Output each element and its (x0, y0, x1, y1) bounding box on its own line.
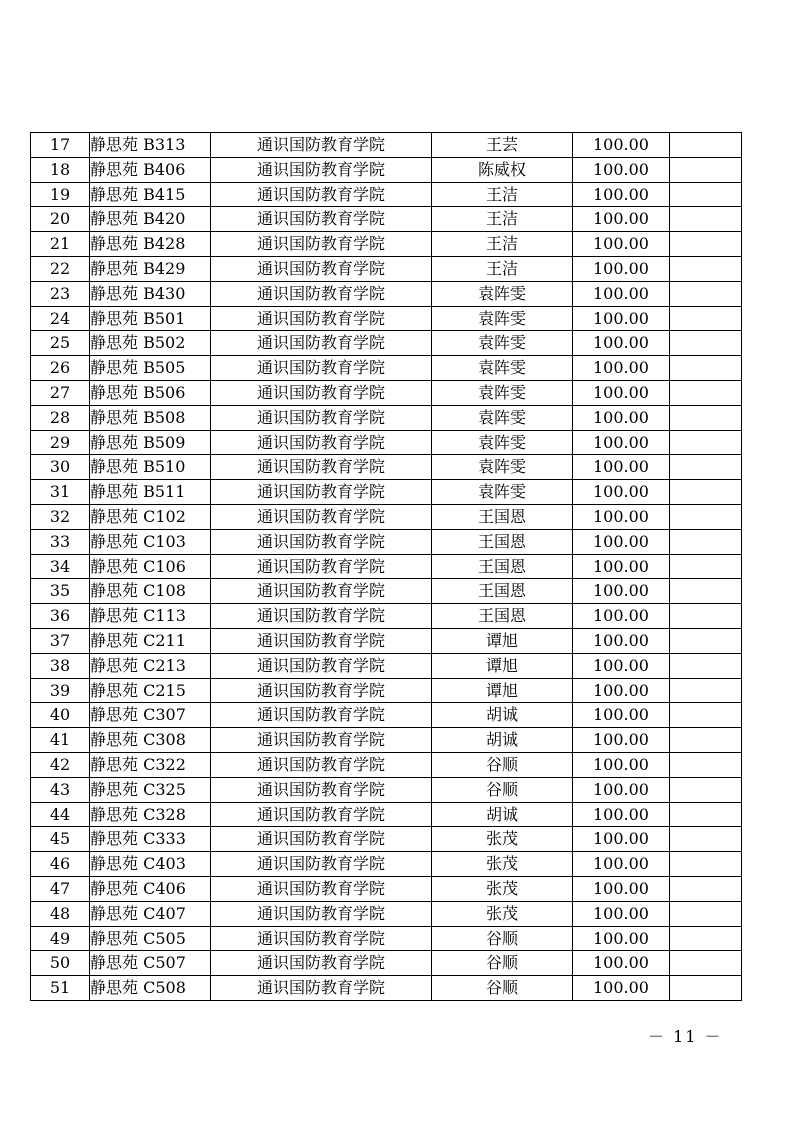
college-cell: 通识国防教育学院 (211, 752, 432, 777)
college-cell: 通识国防教育学院 (211, 777, 432, 802)
name-cell: 王国恩 (432, 604, 573, 629)
table-row (31, 380, 742, 405)
college-cell: 通识国防教育学院 (211, 480, 432, 505)
row-number-cell: 31 (31, 480, 90, 505)
row-number-cell: 40 (31, 703, 90, 728)
note-cell (670, 256, 742, 281)
name-cell: 陈威权 (432, 157, 573, 182)
college-cell: 通识国防教育学院 (211, 331, 432, 356)
room-cell: 静思苑 C325 (90, 777, 211, 802)
college-cell: 通识国防教育学院 (211, 827, 432, 852)
room-cell: 静思苑 C322 (90, 752, 211, 777)
room-cell: 静思苑 C403 (90, 852, 211, 877)
name-cell: 袁阵雯 (432, 405, 573, 430)
room-cell: 静思苑 C215 (90, 678, 211, 703)
room-cell: 静思苑 C308 (90, 728, 211, 753)
row-number-cell: 42 (31, 752, 90, 777)
college-cell: 通识国防教育学院 (211, 728, 432, 753)
note-cell (670, 604, 742, 629)
room-cell: 静思苑 C328 (90, 802, 211, 827)
note-cell (670, 802, 742, 827)
row-number-cell: 27 (31, 380, 90, 405)
table-row (31, 802, 742, 827)
table-row (31, 579, 742, 604)
table-row (31, 876, 742, 901)
row-number-cell: 32 (31, 504, 90, 529)
table-row (31, 480, 742, 505)
note-cell (670, 182, 742, 207)
amount-cell: 100.00 (573, 901, 670, 926)
table-row (31, 207, 742, 232)
amount-cell: 100.00 (573, 405, 670, 430)
amount-cell: 100.00 (573, 728, 670, 753)
row-number-cell: 33 (31, 529, 90, 554)
room-cell: 静思苑 B506 (90, 380, 211, 405)
amount-cell: 100.00 (573, 976, 670, 1001)
row-number-cell: 50 (31, 951, 90, 976)
table-row (31, 529, 742, 554)
name-cell: 袁阵雯 (432, 356, 573, 381)
table-row (31, 133, 742, 158)
row-number-cell: 18 (31, 157, 90, 182)
note-cell (670, 480, 742, 505)
room-cell: 静思苑 B508 (90, 405, 211, 430)
room-cell: 静思苑 B509 (90, 430, 211, 455)
room-cell: 静思苑 B420 (90, 207, 211, 232)
table-row (31, 157, 742, 182)
table-row (31, 901, 742, 926)
table-row (31, 678, 742, 703)
name-cell: 王洁 (432, 232, 573, 257)
note-cell (670, 554, 742, 579)
name-cell: 王洁 (432, 182, 573, 207)
note-cell (670, 703, 742, 728)
amount-cell: 100.00 (573, 232, 670, 257)
table-row (31, 331, 742, 356)
college-cell: 通识国防教育学院 (211, 976, 432, 1001)
note-cell (670, 356, 742, 381)
room-cell: 静思苑 C307 (90, 703, 211, 728)
note-cell (670, 232, 742, 257)
note-cell (670, 926, 742, 951)
table-row (31, 306, 742, 331)
college-cell: 通识国防教育学院 (211, 802, 432, 827)
table-row (31, 182, 742, 207)
college-cell: 通识国防教育学院 (211, 504, 432, 529)
row-number-cell: 34 (31, 554, 90, 579)
note-cell (670, 628, 742, 653)
name-cell: 王芸 (432, 133, 573, 158)
row-number-cell: 17 (31, 133, 90, 158)
table-row (31, 405, 742, 430)
name-cell: 袁阵雯 (432, 480, 573, 505)
table-row (31, 653, 742, 678)
room-cell: 静思苑 C106 (90, 554, 211, 579)
table-row (31, 827, 742, 852)
room-cell: 静思苑 C103 (90, 529, 211, 554)
room-cell: 静思苑 B511 (90, 480, 211, 505)
amount-cell: 100.00 (573, 628, 670, 653)
amount-cell: 100.00 (573, 926, 670, 951)
amount-cell: 100.00 (573, 331, 670, 356)
room-cell: 静思苑 C333 (90, 827, 211, 852)
room-cell: 静思苑 B313 (90, 133, 211, 158)
name-cell: 王国恩 (432, 504, 573, 529)
table-row (31, 926, 742, 951)
name-cell: 王国恩 (432, 529, 573, 554)
college-cell: 通识国防教育学院 (211, 529, 432, 554)
note-cell (670, 976, 742, 1001)
name-cell: 谷顺 (432, 951, 573, 976)
note-cell (670, 579, 742, 604)
amount-cell: 100.00 (573, 430, 670, 455)
amount-cell: 100.00 (573, 182, 670, 207)
room-cell: 静思苑 C406 (90, 876, 211, 901)
amount-cell: 100.00 (573, 852, 670, 877)
row-number-cell: 20 (31, 207, 90, 232)
row-number-cell: 49 (31, 926, 90, 951)
college-cell: 通识国防教育学院 (211, 133, 432, 158)
note-cell (670, 752, 742, 777)
college-cell: 通识国防教育学院 (211, 356, 432, 381)
note-cell (670, 504, 742, 529)
name-cell: 张茂 (432, 876, 573, 901)
row-number-cell: 23 (31, 281, 90, 306)
room-cell: 静思苑 C505 (90, 926, 211, 951)
amount-cell: 100.00 (573, 455, 670, 480)
note-cell (670, 331, 742, 356)
amount-cell: 100.00 (573, 207, 670, 232)
amount-cell: 100.00 (573, 777, 670, 802)
amount-cell: 100.00 (573, 604, 670, 629)
room-cell: 静思苑 B510 (90, 455, 211, 480)
college-cell: 通识国防教育学院 (211, 554, 432, 579)
note-cell (670, 430, 742, 455)
table-row (31, 703, 742, 728)
amount-cell: 100.00 (573, 504, 670, 529)
amount-cell: 100.00 (573, 678, 670, 703)
table-row (31, 554, 742, 579)
row-number-cell: 24 (31, 306, 90, 331)
table-row (31, 752, 742, 777)
name-cell: 张茂 (432, 827, 573, 852)
row-number-cell: 22 (31, 256, 90, 281)
amount-cell: 100.00 (573, 157, 670, 182)
name-cell: 袁阵雯 (432, 430, 573, 455)
row-number-cell: 19 (31, 182, 90, 207)
name-cell: 谷顺 (432, 976, 573, 1001)
table-row (31, 976, 742, 1001)
note-cell (670, 653, 742, 678)
name-cell: 谷顺 (432, 926, 573, 951)
amount-cell: 100.00 (573, 529, 670, 554)
table-row (31, 852, 742, 877)
college-cell: 通识国防教育学院 (211, 380, 432, 405)
row-number-cell: 44 (31, 802, 90, 827)
note-cell (670, 157, 742, 182)
name-cell: 袁阵雯 (432, 380, 573, 405)
note-cell (670, 405, 742, 430)
name-cell: 袁阵雯 (432, 331, 573, 356)
amount-cell: 100.00 (573, 480, 670, 505)
amount-cell: 100.00 (573, 752, 670, 777)
college-cell: 通识国防教育学院 (211, 256, 432, 281)
amount-cell: 100.00 (573, 579, 670, 604)
college-cell: 通识国防教育学院 (211, 653, 432, 678)
name-cell: 王洁 (432, 256, 573, 281)
row-number-cell: 37 (31, 628, 90, 653)
table-row (31, 604, 742, 629)
name-cell: 王国恩 (432, 579, 573, 604)
college-cell: 通识国防教育学院 (211, 207, 432, 232)
row-number-cell: 35 (31, 579, 90, 604)
room-cell: 静思苑 C211 (90, 628, 211, 653)
amount-cell: 100.00 (573, 876, 670, 901)
room-cell: 静思苑 C108 (90, 579, 211, 604)
college-cell: 通识国防教育学院 (211, 678, 432, 703)
room-cell: 静思苑 B428 (90, 232, 211, 257)
note-cell (670, 281, 742, 306)
name-cell: 谭旭 (432, 653, 573, 678)
room-cell: 静思苑 C407 (90, 901, 211, 926)
row-number-cell: 26 (31, 356, 90, 381)
table-row (31, 777, 742, 802)
amount-cell: 100.00 (573, 306, 670, 331)
room-cell: 静思苑 B501 (90, 306, 211, 331)
name-cell: 张茂 (432, 901, 573, 926)
table-row (31, 281, 742, 306)
table-row (31, 628, 742, 653)
note-cell (670, 678, 742, 703)
college-cell: 通识国防教育学院 (211, 430, 432, 455)
room-cell: 静思苑 C102 (90, 504, 211, 529)
name-cell: 胡诚 (432, 728, 573, 753)
college-cell: 通识国防教育学院 (211, 281, 432, 306)
college-cell: 通识国防教育学院 (211, 951, 432, 976)
name-cell: 袁阵雯 (432, 455, 573, 480)
row-number-cell: 51 (31, 976, 90, 1001)
college-cell: 通识国防教育学院 (211, 157, 432, 182)
row-number-cell: 30 (31, 455, 90, 480)
note-cell (670, 852, 742, 877)
table-row (31, 232, 742, 257)
room-cell: 静思苑 B415 (90, 182, 211, 207)
amount-cell: 100.00 (573, 380, 670, 405)
college-cell: 通识国防教育学院 (211, 182, 432, 207)
note-cell (670, 306, 742, 331)
name-cell: 谷顺 (432, 752, 573, 777)
row-number-cell: 28 (31, 405, 90, 430)
row-number-cell: 36 (31, 604, 90, 629)
room-cell: 静思苑 C213 (90, 653, 211, 678)
table-row (31, 256, 742, 281)
note-cell (670, 529, 742, 554)
amount-cell: 100.00 (573, 703, 670, 728)
college-cell: 通识国防教育学院 (211, 852, 432, 877)
name-cell: 胡诚 (432, 703, 573, 728)
name-cell: 谭旭 (432, 628, 573, 653)
room-cell: 静思苑 B505 (90, 356, 211, 381)
room-cell: 静思苑 C113 (90, 604, 211, 629)
amount-cell: 100.00 (573, 802, 670, 827)
note-cell (670, 207, 742, 232)
college-cell: 通识国防教育学院 (211, 876, 432, 901)
table-row (31, 430, 742, 455)
college-cell: 通识国防教育学院 (211, 628, 432, 653)
name-cell: 袁阵雯 (432, 281, 573, 306)
amount-cell: 100.00 (573, 554, 670, 579)
name-cell: 谷顺 (432, 777, 573, 802)
college-cell: 通识国防教育学院 (211, 703, 432, 728)
table-row (31, 728, 742, 753)
room-cell: 静思苑 C507 (90, 951, 211, 976)
room-cell: 静思苑 C508 (90, 976, 211, 1001)
row-number-cell: 21 (31, 232, 90, 257)
college-cell: 通识国防教育学院 (211, 232, 432, 257)
table-body (31, 133, 742, 1001)
room-cell: 静思苑 B502 (90, 331, 211, 356)
amount-cell: 100.00 (573, 827, 670, 852)
note-cell (670, 951, 742, 976)
amount-cell: 100.00 (573, 653, 670, 678)
dormitory-table (30, 132, 742, 1001)
note-cell (670, 133, 742, 158)
amount-cell: 100.00 (573, 356, 670, 381)
name-cell: 胡诚 (432, 802, 573, 827)
college-cell: 通识国防教育学院 (211, 405, 432, 430)
note-cell (670, 777, 742, 802)
row-number-cell: 29 (31, 430, 90, 455)
table-row (31, 356, 742, 381)
college-cell: 通识国防教育学院 (211, 455, 432, 480)
row-number-cell: 47 (31, 876, 90, 901)
college-cell: 通识国防教育学院 (211, 579, 432, 604)
college-cell: 通识国防教育学院 (211, 306, 432, 331)
room-cell: 静思苑 B430 (90, 281, 211, 306)
table-row (31, 951, 742, 976)
note-cell (670, 876, 742, 901)
college-cell: 通识国防教育学院 (211, 901, 432, 926)
amount-cell: 100.00 (573, 281, 670, 306)
room-cell: 静思苑 B429 (90, 256, 211, 281)
room-cell: 静思苑 B406 (90, 157, 211, 182)
page-number: － 11 － (648, 1027, 723, 1046)
row-number-cell: 46 (31, 852, 90, 877)
row-number-cell: 41 (31, 728, 90, 753)
row-number-cell: 43 (31, 777, 90, 802)
note-cell (670, 380, 742, 405)
name-cell: 袁阵雯 (432, 306, 573, 331)
college-cell: 通识国防教育学院 (211, 926, 432, 951)
name-cell: 张茂 (432, 852, 573, 877)
table-row (31, 455, 742, 480)
name-cell: 谭旭 (432, 678, 573, 703)
row-number-cell: 39 (31, 678, 90, 703)
note-cell (670, 728, 742, 753)
row-number-cell: 38 (31, 653, 90, 678)
amount-cell: 100.00 (573, 133, 670, 158)
name-cell: 王国恩 (432, 554, 573, 579)
note-cell (670, 455, 742, 480)
row-number-cell: 45 (31, 827, 90, 852)
table-row (31, 504, 742, 529)
note-cell (670, 827, 742, 852)
amount-cell: 100.00 (573, 951, 670, 976)
row-number-cell: 48 (31, 901, 90, 926)
amount-cell: 100.00 (573, 256, 670, 281)
row-number-cell: 25 (31, 331, 90, 356)
college-cell: 通识国防教育学院 (211, 604, 432, 629)
note-cell (670, 901, 742, 926)
name-cell: 王洁 (432, 207, 573, 232)
